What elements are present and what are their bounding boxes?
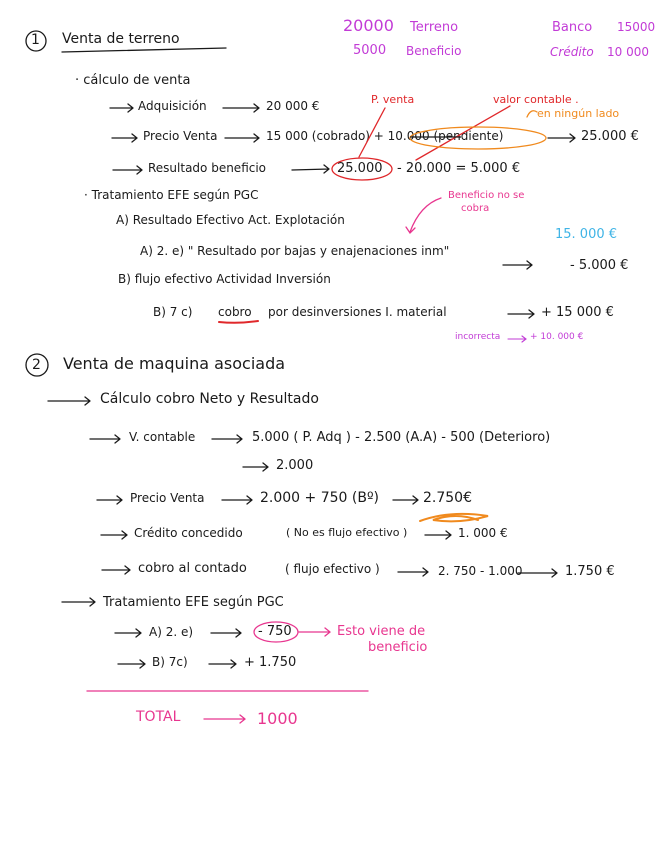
arrow-icon [97,496,122,504]
summary-beneficio-amount: 5000 [353,43,387,58]
section2-title: Venta de maquina asociada [63,354,286,373]
arrow-icon [222,496,252,504]
total-label: TOTAL [136,709,181,725]
s2-a-value: - 750 [258,624,292,639]
circle-pendiente [410,127,546,149]
arrow-icon [115,629,141,637]
arrow-icon [101,531,127,539]
cobro-note: ( flujo efectivo ) [285,562,380,576]
efe-b-value: + 15 000 € [541,305,614,320]
arrow-icon [48,397,90,405]
section2-number-circle [26,354,48,376]
adquisicion-value: 20 000 € [266,99,320,113]
arrow-icon [212,435,242,443]
efe-b-prefix: B) 7 c) [153,305,193,319]
scribble-2750 [420,514,488,521]
arrow-icon [102,566,130,574]
efe-a-line: A) 2. e) " Resultado por bajas y enajenaciones inm" [140,244,450,258]
adquisicion-label: Adquisición [138,99,207,113]
s2-b-label: B) 7c) [152,655,188,669]
summary-banco-amount: 15000 [617,20,656,34]
section1-efe-heading: · Tratamiento EFE según PGC [84,188,259,202]
arrow-icon [211,629,241,637]
credito-value: 1. 000 € [458,526,508,540]
arrow-icon [299,628,330,636]
underline-cobro [219,321,258,323]
vcontable-expr: 5.000 ( P. Adq ) - 2.500 (A.A) - 500 (Deterioro) [252,430,551,445]
arrow-icon [118,660,145,668]
arrow-icon [113,166,142,174]
arrow-icon [292,165,329,173]
cobro-result: 1.750 € [565,564,615,579]
section1-calc-heading: · cálculo de venta [75,73,191,88]
arrow-icon [209,660,236,668]
resultado-beneficio-label: Resultado beneficio [148,161,267,175]
section1-number: 1 [31,32,40,48]
resultado-beneficio-rest: - 20.000 = 5.000 € [397,161,521,176]
arrow-icon [62,598,95,606]
precio-venta-value: 15 000 (cobrado) + 10.000 (pendiente) [266,129,504,143]
arrow-icon [112,134,137,142]
circle-25000 [332,158,392,180]
credito-label: Crédito concedido [134,526,243,540]
s2-b-value: + 1.750 [244,655,297,670]
section1-title-underline [62,48,226,52]
pointer-ningun-lado [527,111,537,117]
pointer-p-venta [359,108,385,157]
summary-beneficio-label: Beneficio [406,44,462,58]
precio-venta-label: Precio Venta [143,129,218,143]
note-valor-contable: valor contable . [493,93,579,106]
summary-terreno-label: Terreno [410,20,459,35]
cobro-value: 2. 750 - 1.000 [438,564,523,578]
summary-credito-label: Crédito [550,45,594,59]
section1-title: Venta de terreno [62,31,180,47]
s2-a-note-1: Esto viene de [337,624,426,639]
s2-precio-label: Precio Venta [130,491,205,505]
arrow-icon [508,310,534,318]
total-value: 1000 [257,709,298,728]
note-beneficio-no-cobra-1: Beneficio no se [448,190,525,201]
pointer-beneficio-no-cobra [406,198,441,233]
circle-minus-750 [254,622,298,642]
s2-a-label: A) 2. e) [149,625,194,639]
efe-b-word: cobro [218,305,252,319]
s2-precio-result: 2.750€ [423,490,472,506]
note-cyan-amount: 15. 000 € [555,227,618,242]
section1-number-circle [26,31,46,51]
credito-note: ( No es flujo efectivo ) [286,526,408,539]
resultado-beneficio-a: 25.000 [337,161,383,176]
vcontable-result: 2.000 [276,458,314,473]
section2-efe-heading: Tratamiento EFE según PGC [103,595,284,610]
precio-venta-total: 25.000 € [581,129,639,144]
note-incorrecta: incorrecta [455,332,501,342]
arrow-icon [518,569,557,577]
summary-banco-label: Banco [552,20,593,35]
arrow-icon [225,134,259,142]
pointer-valor-contable [416,106,510,160]
vcontable-label: V. contable [129,430,196,444]
efe-b-rest: por desinversiones I. material [268,305,447,319]
efe-b-heading: B) flujo efectivo Actividad Inversión [118,272,331,286]
note-ningun-lado: en ningún lado [537,107,620,120]
arrow-icon [204,715,245,723]
arrow-icon [398,568,428,576]
s2-precio-expr: 2.000 + 750 (Bº) [260,490,380,506]
summary-credito-amount: 10 000 [607,45,649,59]
arrow-icon [223,104,259,112]
summary-terreno-amount: 20000 [343,16,394,35]
arrow-icon [508,336,526,342]
arrow-icon [503,261,532,269]
arrow-icon [393,496,418,504]
efe-a-heading: A) Resultado Efectivo Act. Explotación [116,213,345,227]
arrow-icon [425,531,451,539]
arrow-icon [548,134,575,142]
section2-number: 2 [32,357,41,373]
cobro-label: cobro al contado [138,561,247,576]
note-beneficio-no-cobra-2: cobra [461,203,490,214]
arrow-icon [243,463,268,471]
arrow-icon [90,435,120,443]
note-incorrecta-value: + 10. 000 € [530,332,584,342]
s2-a-note-2: beneficio [368,640,428,655]
section2-calc-heading: Cálculo cobro Neto y Resultado [100,391,319,407]
efe-a-value: - 5.000 € [570,258,629,273]
note-p-venta: P. venta [371,93,415,106]
arrow-icon [110,104,133,112]
